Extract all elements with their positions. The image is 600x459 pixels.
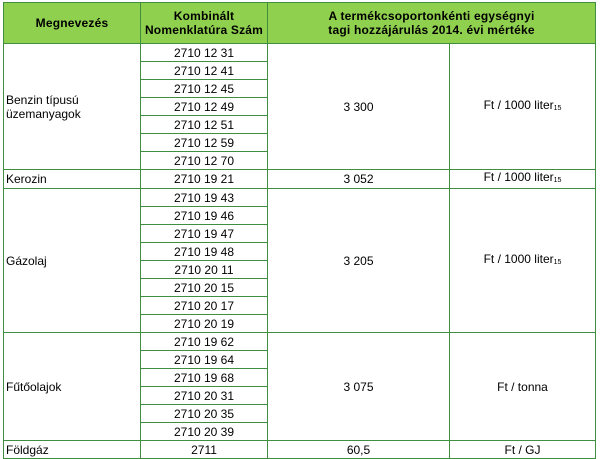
product-group-name-line1: Gázolaj [6, 253, 47, 268]
cn-code: 2710 19 48 [141, 243, 268, 261]
cn-code: 2710 20 11 [141, 261, 268, 279]
contribution-value: 3 052 [268, 170, 450, 189]
product-group-name [4, 189, 141, 333]
header-contribution [268, 3, 596, 44]
contribution-value: 3 075 [268, 333, 450, 441]
cn-code: 2710 12 41 [141, 62, 268, 80]
cn-code: 2710 19 46 [141, 207, 268, 225]
product-group-name [4, 44, 141, 170]
product-group-name-line1: Földgáz [6, 442, 49, 457]
unit-subscript: 15 [553, 104, 562, 112]
cn-code: 2710 12 45 [141, 80, 268, 98]
cn-code: 2710 20 17 [141, 297, 268, 315]
cn-code: 2710 19 64 [141, 351, 268, 369]
contribution-value: 3 205 [268, 189, 450, 333]
unit-text: Ft / tonna [497, 379, 548, 394]
table-row [4, 441, 596, 459]
cn-code: 2710 20 31 [141, 387, 268, 405]
header-contrib-line1: A termékcsoportonkénti egységnyi [328, 9, 535, 23]
unit-subscript: 15 [553, 258, 562, 266]
table-row [4, 333, 596, 351]
unit-text: Ft / 1000 liter [483, 97, 554, 112]
cn-code: 2710 12 31 [141, 44, 268, 62]
product-group-name [4, 441, 141, 459]
header-cn-line1: Kombinált [173, 9, 235, 23]
header-cn-line2: Nomenklatúra Szám [144, 23, 264, 37]
header-contrib-line2: tagi hozzájárulás 2014. évi mértéke [328, 23, 535, 37]
cn-code: 2710 12 51 [141, 116, 268, 134]
product-group-name [4, 170, 141, 189]
cn-code: 2710 19 68 [141, 369, 268, 387]
contribution-unit [450, 44, 596, 170]
cn-code: 2710 19 62 [141, 333, 268, 351]
contribution-unit [450, 441, 596, 459]
cn-code: 2710 20 15 [141, 279, 268, 297]
cn-code: 2710 12 59 [141, 134, 268, 152]
cn-code: 2710 20 19 [141, 315, 268, 333]
unit-text: Ft / 1000 liter [483, 170, 554, 184]
cn-code: 2710 12 49 [141, 98, 268, 116]
table-row [4, 189, 596, 207]
contribution-table [3, 2, 596, 459]
header-name: Megnevezés [4, 3, 141, 44]
contribution-unit [450, 189, 596, 333]
header-row [4, 3, 596, 44]
cn-code: 2711 [141, 441, 268, 459]
cn-code: 2710 12 70 [141, 152, 268, 170]
table-row [4, 170, 596, 189]
header-cn-code [141, 3, 268, 44]
table-row [4, 44, 596, 62]
contribution-value: 60,5 [268, 441, 450, 459]
cn-code: 2710 20 35 [141, 405, 268, 423]
cn-code: 2710 20 39 [141, 423, 268, 441]
unit-subscript: 15 [553, 177, 562, 184]
contribution-unit [450, 333, 596, 441]
cn-code: 2710 19 47 [141, 225, 268, 243]
product-group-name-line1: Fűtőolajok [6, 379, 62, 394]
product-group-name-line1: Kerozin [6, 172, 47, 186]
cn-code: 2710 19 21 [141, 170, 268, 189]
cn-code: 2710 19 43 [141, 189, 268, 207]
product-group-name [4, 333, 141, 441]
product-group-name-line1: Benzin típusú [6, 92, 79, 107]
product-group-name-line2: üzemanyagok [6, 106, 81, 121]
unit-text: Ft / GJ [504, 442, 541, 457]
contribution-value: 3 300 [268, 44, 450, 170]
contribution-unit [450, 170, 596, 189]
unit-text: Ft / 1000 liter [483, 251, 554, 266]
